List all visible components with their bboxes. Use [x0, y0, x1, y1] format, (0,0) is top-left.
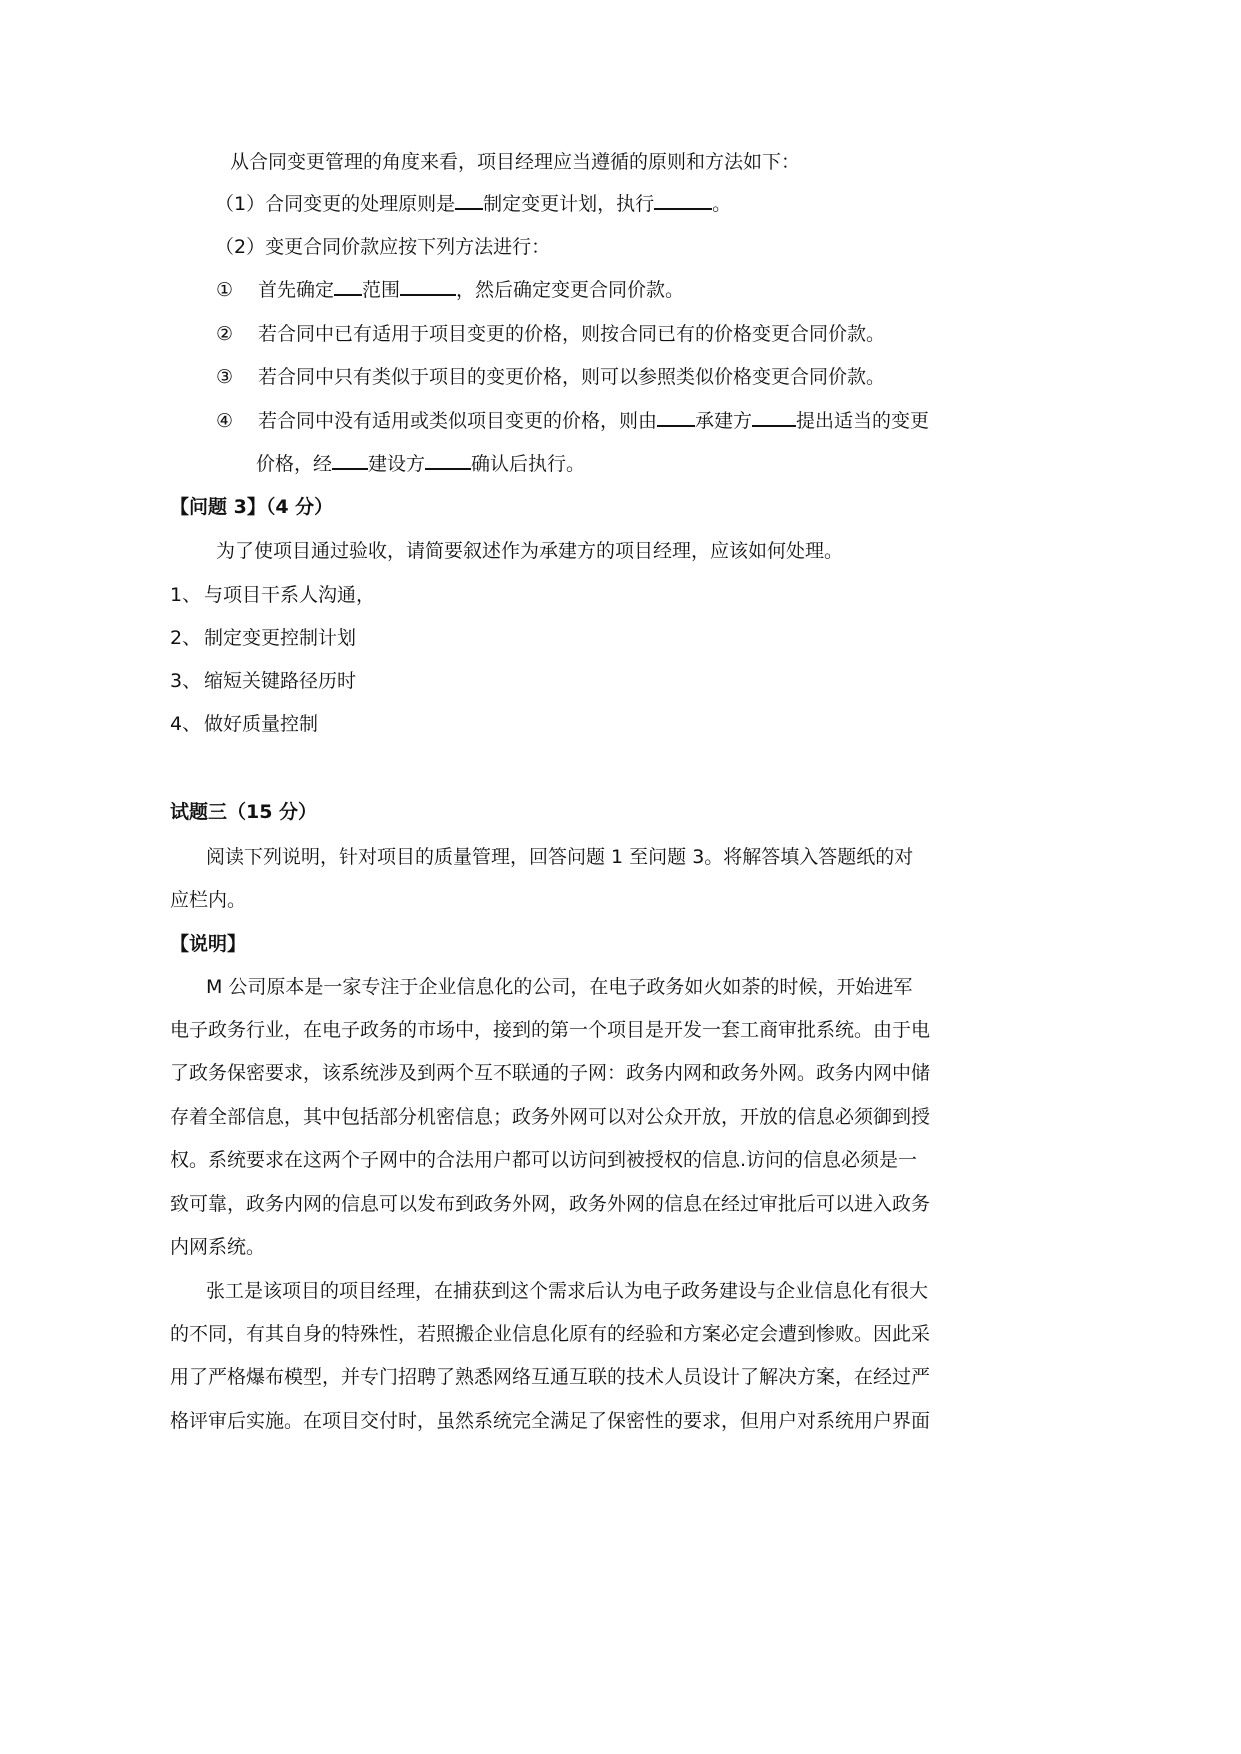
description-para1-line-2: 电子政务行业，在电子政务的市场中，接到的第一个项目是开发一套工商审批系统。由于电 [170, 1019, 931, 1041]
text-segment: 确认后执行。 [471, 453, 586, 475]
text-segment: 建设方 [368, 453, 426, 475]
exam-3-heading: 试题三（15 分） [170, 801, 318, 823]
description-para1-line-6: 致可靠，政务内网的信息可以发布到政务外网，政务外网的信息在经过审批后可以进入政务 [170, 1193, 931, 1215]
fill-blank [455, 190, 483, 210]
answer-item-3 [170, 667, 356, 695]
answer-item-1 [170, 581, 375, 609]
description-para1-line-1: M 公司原本是一家专注于企业信息化的公司，在电子政务如火如荼的时候，开始进军 [206, 976, 913, 998]
method-step-3 [216, 363, 885, 391]
method-step-4-continued [256, 450, 585, 478]
step-marker: ② [216, 323, 234, 345]
answer-item-2 [170, 624, 356, 652]
answer-text: 缩短关键路径历时 [204, 670, 357, 692]
question-3-heading: 【问题 3】（4 分） [170, 496, 334, 518]
description-heading: 【说明】 [170, 933, 247, 955]
method-step-2 [216, 320, 885, 348]
answer-text: 制定变更控制计划 [204, 627, 357, 649]
description-para2-line-2: 的不同，有其自身的特殊性，若照搬企业信息化原有的经验和方案必定会遭到惨败。因此采 [170, 1323, 931, 1345]
fill-blank [400, 276, 456, 296]
answer-number: 2、 [170, 627, 202, 649]
text-segment: 首先确定 [258, 279, 335, 301]
principle-item-2: （2）变更合同价款应按下列方法进行： [215, 236, 551, 258]
step-marker: ① [216, 279, 234, 301]
fill-blank [752, 407, 796, 427]
text-segment: 承建方 [695, 410, 753, 432]
exam-3-instruction-line-2: 应栏内。 [170, 889, 247, 911]
text-segment: 若合同中只有类似于项目的变更价格，则可以参照类似价格变更合同价款。 [258, 366, 886, 388]
fill-blank [425, 450, 471, 470]
text-segment: 价格，经 [256, 453, 333, 475]
description-para1-line-4: 存着全部信息，其中包括部分机密信息；政务外网可以对公众开放，开放的信息必须御到授 [170, 1106, 931, 1128]
description-para1-line-5: 权。系统要求在这两个子网中的合法用户都可以访问到被授权的信息.访问的信息必须是一 [170, 1149, 918, 1171]
answer-number: 4、 [170, 713, 202, 735]
description-para1-line-7: 内网系统。 [170, 1236, 266, 1258]
fill-blank [657, 407, 695, 427]
text-segment: 合同变更的处理原则是 [265, 193, 456, 215]
answer-number: 1、 [170, 584, 202, 606]
exam-3-instruction-line-1: 阅读下列说明，针对项目的质量管理，回答问题 1 至问题 3。将解答填入答题纸的对 [206, 846, 914, 868]
item-number: （1） [215, 193, 266, 215]
description-para2-line-4: 格评审后实施。在项目交付时，虽然系统完全满足了保密性的要求，但用户对系统用户界面 [170, 1410, 931, 1432]
text-segment: 。 [712, 193, 732, 215]
principle-item-1 [215, 190, 731, 218]
text-segment: 制定变更计划，执行 [483, 193, 655, 215]
answer-item-4 [170, 710, 318, 738]
description-para1-line-3: 了政务保密要求，该系统涉及到两个互不联通的子网：政务内网和政务外网。政务内网中储 [170, 1062, 931, 1084]
step-marker: ④ [216, 410, 234, 432]
method-step-4 [216, 407, 929, 435]
description-para2-line-3: 用了严格爆布模型，并专门招聘了熟悉网络互通互联的技术人员设计了解决方案，在经过严 [170, 1366, 931, 1388]
contract-intro: 从合同变更管理的角度来看，项目经理应当遵循的原则和方法如下： [230, 151, 801, 173]
question-3-prompt: 为了使项目通过验收，请简要叙述作为承建方的项目经理，应该如何处理。 [216, 540, 844, 562]
fill-blank [654, 190, 712, 210]
text-segment: 若合同中没有适用或类似项目变更的价格，则由 [258, 410, 658, 432]
method-step-1 [216, 276, 684, 304]
answer-text: 做好质量控制 [204, 713, 319, 735]
description-para2-line-1: 张工是该项目的项目经理，在捕获到这个需求后认为电子政务建设与企业信息化有很大 [206, 1280, 929, 1302]
fill-blank [334, 276, 362, 296]
fill-blank [332, 450, 368, 470]
step-marker: ③ [216, 366, 234, 388]
answer-number: 3、 [170, 670, 202, 692]
text-segment: 若合同中已有适用于项目变更的价格，则按合同已有的价格变更合同价款。 [258, 323, 886, 345]
text-segment: ，然后确定变更合同价款。 [456, 279, 685, 301]
text-segment: 范围 [362, 279, 401, 301]
answer-text: 与项目干系人沟通， [204, 584, 376, 606]
text-segment: 提出适当的变更 [796, 410, 930, 432]
